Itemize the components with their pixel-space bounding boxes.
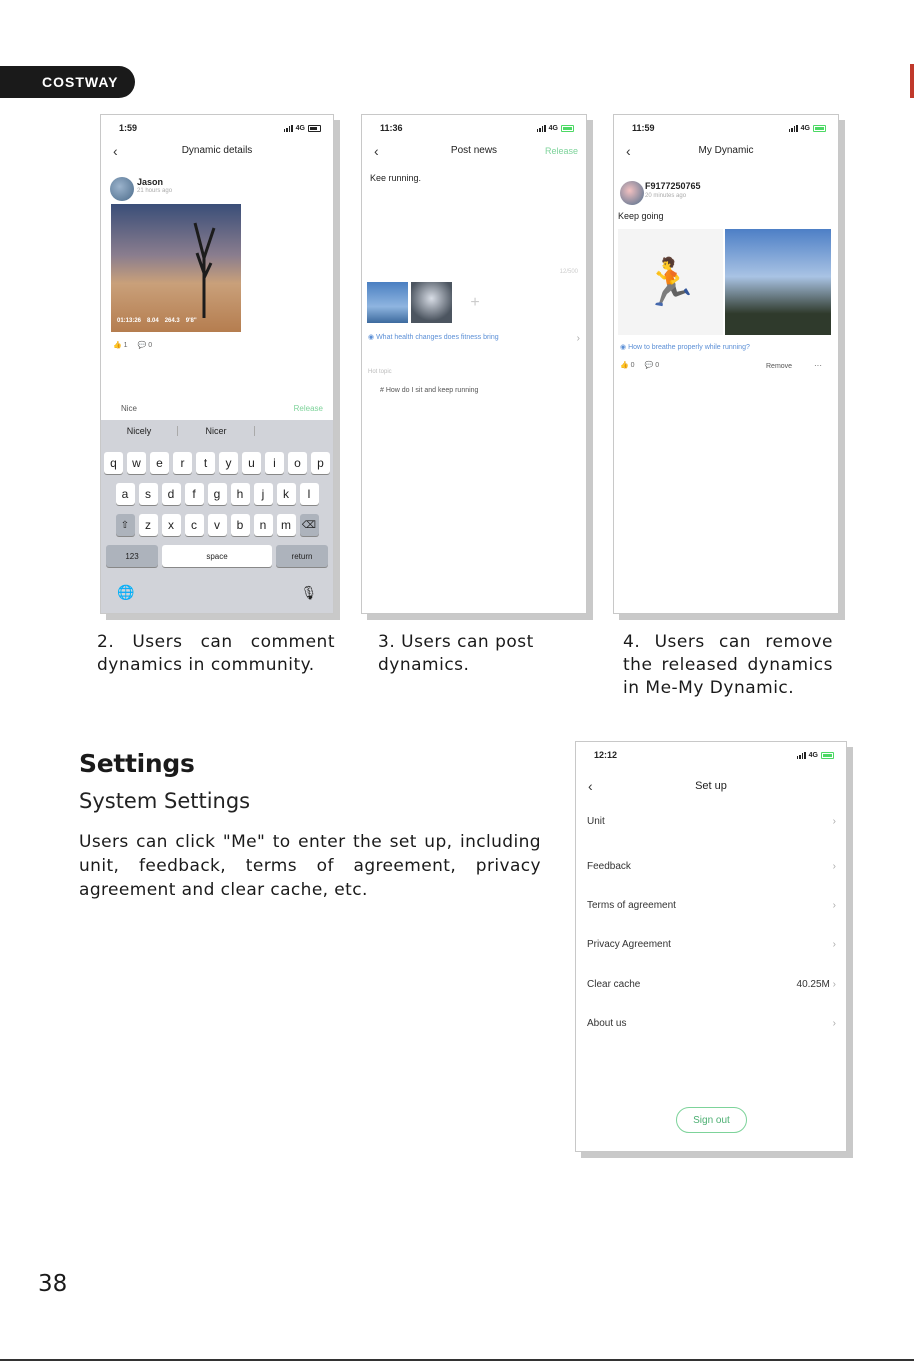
globe-icon[interactable]: 🌐 xyxy=(117,584,135,600)
phone-post-news xyxy=(361,114,587,614)
key[interactable]: w xyxy=(127,452,146,474)
key-row-2 xyxy=(101,483,333,505)
post-image[interactable] xyxy=(111,204,241,332)
photo-thumb[interactable] xyxy=(367,282,408,323)
avatar[interactable] xyxy=(620,181,644,205)
section-heading: Settings xyxy=(79,749,195,778)
key[interactable]: p xyxy=(311,452,330,474)
key-row-1 xyxy=(101,452,333,474)
key[interactable]: k xyxy=(277,483,296,505)
comment-input[interactable]: Nice xyxy=(121,404,138,413)
battery-icon xyxy=(813,125,826,132)
row-label: Feedback xyxy=(587,861,631,872)
chevron-right-icon: › xyxy=(832,1018,836,1029)
like-count: 1 xyxy=(123,342,128,349)
settings-row-feedback[interactable] xyxy=(587,861,836,872)
chevron-right-icon: › xyxy=(576,333,580,344)
chevron-right-icon: › xyxy=(832,939,836,950)
key[interactable]: m xyxy=(277,514,296,536)
page-title: Set up xyxy=(695,780,727,792)
post-image[interactable]: 🏃 xyxy=(618,229,723,335)
chevron-right-icon: › xyxy=(832,861,836,872)
key[interactable]: s xyxy=(139,483,158,505)
back-icon[interactable]: ‹ xyxy=(113,143,118,159)
key[interactable]: c xyxy=(185,514,204,536)
hot-topic-item[interactable]: # How do I sit and keep running xyxy=(380,387,479,394)
back-icon[interactable]: ‹ xyxy=(626,143,631,159)
like-button[interactable] xyxy=(620,361,635,369)
row-label: Unit xyxy=(587,816,605,827)
release-button[interactable]: Release xyxy=(293,404,323,413)
topic-label: How to breathe properly while running? xyxy=(628,344,750,351)
hot-topic-label: Hot topic xyxy=(368,369,392,375)
topic-label: What health changes does fitness bring xyxy=(376,334,499,341)
network-label: 4G xyxy=(295,124,305,132)
topic-icon: ◉ xyxy=(620,344,627,351)
char-counter: 12/500 xyxy=(559,269,578,275)
suggestion-bar xyxy=(101,426,333,436)
thumbs-up-icon: 👍 xyxy=(620,362,629,369)
key-row-4 xyxy=(101,545,333,567)
network-label: 4G xyxy=(548,124,558,132)
user-name[interactable]: F9177250765 xyxy=(645,181,701,191)
status-bar xyxy=(380,123,574,133)
nav-bar xyxy=(101,145,333,161)
status-bar xyxy=(594,750,834,760)
brand-tab xyxy=(0,66,135,98)
status-time: 1:59 xyxy=(119,123,138,133)
settings-row-privacy[interactable] xyxy=(587,939,836,950)
comment-count: 0 xyxy=(655,362,660,369)
stat-pace: 9'8" xyxy=(185,318,197,324)
post-time: 20 minutes ago xyxy=(645,193,687,199)
key[interactable]: y xyxy=(219,452,238,474)
key[interactable]: g xyxy=(208,483,227,505)
key[interactable]: v xyxy=(208,514,227,536)
comment-button[interactable] xyxy=(138,341,153,349)
topic-link[interactable] xyxy=(620,343,750,351)
post-image[interactable] xyxy=(725,229,831,335)
signal-icon xyxy=(789,125,798,132)
key[interactable]: a xyxy=(116,483,135,505)
row-label: Privacy Agreement xyxy=(587,939,671,950)
stat-duration: 01:13:26 xyxy=(117,318,142,324)
brand-logo: COSTWAY xyxy=(42,74,119,90)
key-row-3 xyxy=(101,514,333,536)
topic-link[interactable] xyxy=(368,333,580,344)
chevron-right-icon: › xyxy=(832,900,836,911)
return-key[interactable]: return xyxy=(276,545,328,567)
page-title: My Dynamic xyxy=(698,145,754,156)
status-time: 11:59 xyxy=(632,123,655,133)
settings-row-clear-cache[interactable] xyxy=(587,979,836,990)
avatar[interactable] xyxy=(110,177,134,201)
chevron-right-icon: › xyxy=(832,979,836,990)
key[interactable]: q xyxy=(104,452,123,474)
suggestion-item[interactable] xyxy=(255,426,332,436)
back-icon[interactable]: ‹ xyxy=(374,143,379,159)
nav-bar xyxy=(576,780,846,796)
remove-button[interactable]: Remove xyxy=(766,363,793,370)
delete-icon[interactable]: ⌫ xyxy=(300,514,319,536)
sign-out-button[interactable]: Sign out xyxy=(676,1107,747,1133)
key[interactable]: n xyxy=(254,514,273,536)
more-icon[interactable]: ··· xyxy=(814,361,822,370)
caption-remove: 4. Users can remove the released dynamics in Me-My Dynamic. xyxy=(623,632,833,698)
microphone-icon[interactable]: 🎙 xyxy=(300,585,317,600)
key[interactable]: h xyxy=(231,483,250,505)
row-label: Clear cache xyxy=(587,979,641,990)
row-value: 40.25M xyxy=(796,979,830,990)
row-label: About us xyxy=(587,1018,627,1029)
key[interactable]: r xyxy=(173,452,192,474)
like-count: 0 xyxy=(630,362,635,369)
post-text: Keep going xyxy=(618,211,664,221)
key[interactable]: t xyxy=(196,452,215,474)
numbers-key[interactable]: 123 xyxy=(106,545,158,567)
key[interactable]: l xyxy=(300,483,319,505)
key[interactable]: j xyxy=(254,483,273,505)
shift-icon[interactable]: ⇧ xyxy=(116,514,135,536)
stat-calories: 264.3 xyxy=(164,318,180,324)
key[interactable]: z xyxy=(139,514,158,536)
key[interactable]: e xyxy=(150,452,169,474)
section-body: Users can click "Me" to enter the set up, including unit, feedback, terms of agreement, privacy agreement and clear cache, etc. xyxy=(79,832,541,900)
page-title: Dynamic details xyxy=(181,145,253,156)
row-label: Terms of agreement xyxy=(587,900,676,911)
caption-post: 3. Users can post dynamics. xyxy=(378,632,534,675)
phone-set-up xyxy=(575,741,847,1152)
battery-icon xyxy=(308,125,321,132)
key[interactable]: d xyxy=(162,483,181,505)
status-time: 12:12 xyxy=(594,750,618,760)
key[interactable]: o xyxy=(288,452,307,474)
key[interactable]: x xyxy=(162,514,181,536)
page-title: Post news xyxy=(450,145,498,156)
comment-button[interactable] xyxy=(645,361,660,369)
run-stats xyxy=(117,318,197,324)
reaction-row xyxy=(113,341,152,349)
network-label: 4G xyxy=(808,751,818,759)
settings-row-terms[interactable] xyxy=(587,900,836,911)
space-key[interactable]: space xyxy=(162,545,272,567)
post-time: 21 hours ago xyxy=(137,188,173,194)
signal-icon xyxy=(284,125,293,132)
post-text[interactable]: Kee running. xyxy=(370,173,422,183)
back-icon[interactable]: ‹ xyxy=(588,778,593,794)
tree-icon xyxy=(189,218,219,318)
suggestion-item[interactable]: Nicely xyxy=(101,426,178,436)
user-name[interactable]: Jason xyxy=(137,177,164,187)
page-number: 38 xyxy=(38,1271,68,1297)
network-label: 4G xyxy=(800,124,810,132)
keyboard xyxy=(101,420,333,613)
status-bar xyxy=(119,123,321,133)
status-bar xyxy=(632,123,826,133)
comment-count: 0 xyxy=(148,342,153,349)
key[interactable]: i xyxy=(265,452,284,474)
chevron-right-icon: › xyxy=(832,816,836,827)
topic-icon: ◉ xyxy=(368,334,375,341)
settings-row-about[interactable] xyxy=(587,1018,836,1029)
nav-bar xyxy=(362,145,586,161)
comment-icon: 💬 xyxy=(137,342,147,349)
reaction-row xyxy=(620,361,659,369)
nav-bar xyxy=(614,145,838,161)
suggestion-item[interactable]: Nicer xyxy=(178,426,255,436)
comment-icon: 💬 xyxy=(644,362,654,369)
phone-dynamic-details xyxy=(100,114,334,614)
phone-my-dynamic xyxy=(613,114,839,614)
signal-icon xyxy=(797,752,806,759)
battery-icon xyxy=(561,125,574,132)
settings-row-unit[interactable] xyxy=(587,816,836,827)
key[interactable]: f xyxy=(185,483,204,505)
photo-thumb[interactable] xyxy=(411,282,452,323)
key[interactable]: b xyxy=(231,514,250,536)
like-button[interactable] xyxy=(113,341,128,349)
stat-distance: 8.04 xyxy=(147,318,159,324)
caption-comment: 2. Users can comment dynamics in community. xyxy=(97,632,335,675)
thumbs-up-icon: 👍 xyxy=(113,342,122,349)
battery-icon xyxy=(821,752,834,759)
key[interactable]: u xyxy=(242,452,261,474)
signal-icon xyxy=(537,125,546,132)
section-subheading: System Settings xyxy=(79,789,251,813)
release-button[interactable]: Release xyxy=(544,146,578,156)
add-photo-icon[interactable]: + xyxy=(470,293,480,311)
edge-marker xyxy=(910,64,914,98)
status-time: 11:36 xyxy=(380,123,403,133)
